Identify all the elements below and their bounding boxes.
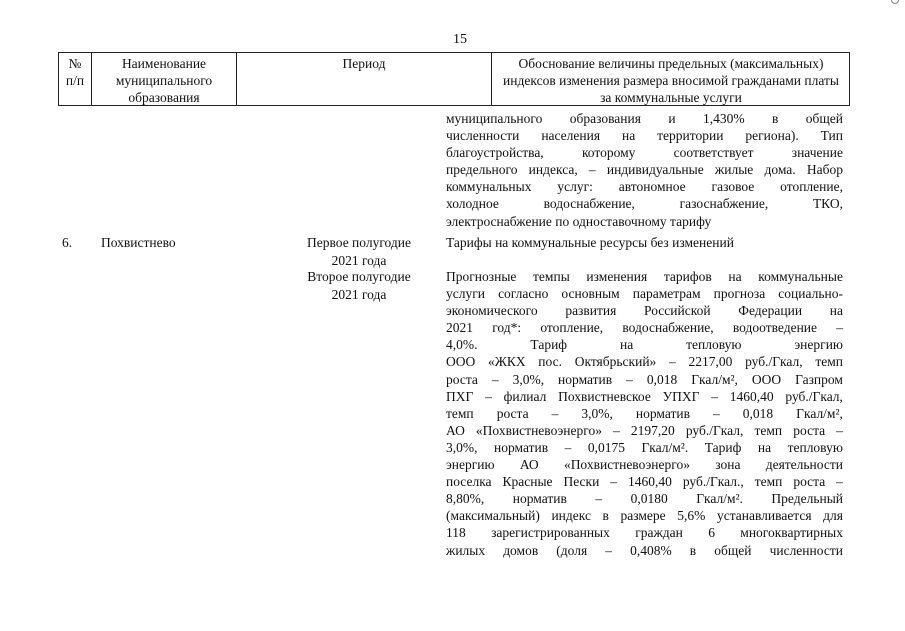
paragraph-line: ПХГ – филиал Похвистневское УПХГ – 1460,40 руб./Гкал,	[446, 388, 843, 404]
header-col-justification-line: Обоснование величины предельных (максимальных)	[518, 56, 824, 71]
paragraph-line: коммунальных услуг: автономное газовое отопление,	[446, 179, 843, 195]
page-number: 15	[453, 32, 467, 47]
paragraph-line: ООО «ЖКХ пос. Октябрьский» – 2217,00 руб./Гкал, темп	[446, 354, 843, 370]
header-col-municipality-line: Наименование	[121, 56, 207, 71]
paragraph-line: 8,80%, норматив – 0,0180 Гкал/м². Предельный	[446, 491, 843, 507]
paragraph-line: 118 зарегистрированных граждан 6 многоквартирных	[446, 525, 843, 541]
paragraph-line: Тарифы на коммунальные ресурсы без изменений	[446, 235, 734, 250]
header-col-municipality-line: образования	[128, 90, 200, 105]
table-header	[58, 52, 850, 106]
period-line: Второе полугодие	[307, 269, 411, 284]
scan-corner-mark	[891, 0, 899, 4]
paragraph-line: численности населения на территории региона). Тип	[446, 128, 843, 144]
header-col-period	[237, 53, 492, 105]
paragraph-line: 3,0%, норматив – 0,0175 Гкал/м². Тариф на тепловую	[446, 439, 843, 455]
paragraph-line: жилых домов (доля – 0,408% в общей численности	[446, 542, 843, 558]
header-col-number-line: №	[68, 56, 82, 71]
period-line: Первое полугодие	[307, 235, 411, 250]
header-col-justification-line: индексов изменения размера вносимой гражданами платы	[503, 73, 839, 88]
header-col-municipality-line: муниципального	[115, 73, 213, 88]
paragraph-line: (максимальный) индекс в размере 5,6% устанавливается для	[446, 508, 843, 524]
continuation-paragraph	[446, 110, 843, 230]
paragraph-line: муниципального образования и 1,430% в общей	[446, 111, 843, 126]
paragraph-line: 4,0%. Тариф на тепловую энергию	[446, 337, 843, 353]
header-col-justification	[492, 53, 850, 105]
paragraph-line: АО «Похвистневоэнерго» – 2197,20 руб./Гкал, темп роста –	[446, 422, 843, 438]
municipality-name: Похвистнево	[101, 235, 176, 250]
forecast-paragraph	[446, 268, 843, 559]
paragraph-line: предельного индекса, – индивидуальные жилые дома. Набор	[446, 162, 843, 178]
row-number: 6.	[62, 235, 73, 250]
paragraph-line: услуги согласно основным параметрам прогноза социально-	[446, 286, 843, 302]
paragraph-line: темп роста – 3,0%, норматив – 0,018 Гкал/м²,	[446, 405, 843, 421]
paragraph-line: Прогнозные темпы изменения тарифов на коммунальные	[446, 269, 843, 284]
paragraph-line: холодное водоснабжение, газоснабжение, ТКО,	[446, 196, 843, 212]
paragraph-line: экономического развития Российской Федерации на	[446, 303, 843, 319]
header-col-municipality	[92, 53, 237, 105]
header-col-justification-line: за коммунальные услуги	[600, 90, 742, 105]
tariff-unchanged-text	[446, 234, 843, 251]
period-line: 2021 года	[331, 286, 387, 302]
paragraph-line: энергию АО «Похвистневоэнерго» зона деятельности	[446, 457, 843, 473]
paragraph-line: благоустройства, которому соответствует значение	[446, 145, 843, 161]
paragraph-line: роста – 3,0%, норматив – 0,018 Гкал/м², ООО Газпром	[446, 371, 843, 387]
header-col-number-line: п/п	[65, 73, 85, 88]
period-line: 2021 года	[331, 252, 387, 268]
header-col-period-line: Период	[342, 56, 386, 71]
paragraph-line: 2021 год*: отопление, водоснабжение, водоотведение –	[446, 320, 843, 336]
paragraph-line: поселка Красные Пески – 1460,40 руб./Гкал., темп роста –	[446, 474, 843, 490]
paragraph-line: электроснабжение по одноставочному тарифу	[446, 213, 712, 229]
period-second-half	[292, 268, 426, 303]
header-col-number	[59, 53, 92, 105]
period-first-half	[292, 234, 426, 269]
